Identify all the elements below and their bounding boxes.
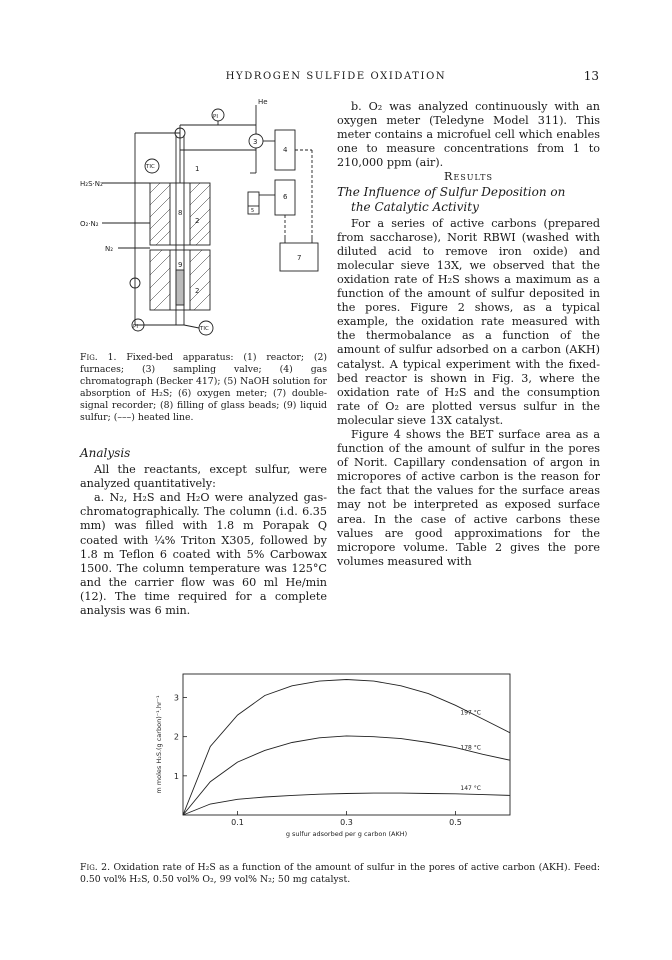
series-label-1: 197 °C: [460, 709, 481, 717]
label-6: 6: [283, 193, 288, 201]
x-tick-label: 0.5: [449, 818, 462, 827]
results-heading: Results: [444, 170, 493, 184]
analysis-heading: Analysis: [80, 446, 131, 460]
y-tick-label: 2: [173, 732, 179, 742]
figure-2-caption: [80, 862, 600, 886]
label-h2s-n2: H₂S·N₂: [80, 180, 103, 188]
y-tick-label: 3: [173, 693, 179, 703]
label-2-lower: 2: [195, 287, 200, 295]
label-5: 5: [251, 208, 255, 214]
figure-2-caption-label: Fig. 2.: [80, 862, 111, 873]
x-tick-label: 0.1: [231, 818, 244, 827]
figure-2-chart: [150, 668, 530, 840]
label-tic-top: TIC: [146, 164, 155, 170]
left-column: [80, 446, 327, 618]
x-tick-label: 0.3: [340, 818, 353, 827]
label-1: 1: [195, 165, 200, 173]
label-8: 8: [178, 209, 183, 217]
figure-1-apparatus-diagram: [80, 95, 330, 350]
y-tick-label: 1: [173, 771, 179, 781]
label-9: 9: [178, 261, 183, 269]
label-3: 3: [253, 138, 258, 146]
y-axis-label: m moles H₂S.(g carbon)⁻¹.hr⁻¹: [155, 695, 163, 794]
series-label-3: 147 °C: [460, 784, 481, 792]
figure-1-caption-label: Fig. 1.: [80, 352, 117, 363]
section-subheading: [337, 185, 600, 215]
right-paragraph-3: Figure 4 shows the BET surface area as a function of the amount of sulfur in the pores of Norit. Capillary condensation of argon in micropores of active carbon is the reason for the fact that the values for the surface areas may not be interpreted as exposed surface area. In the case of active carbons these values are good approximations for the micropore volume. Table 2 gives the pore volumes measured with: [337, 427, 600, 568]
label-tic-bottom: TIC: [200, 326, 209, 332]
page-header: [0, 68, 672, 84]
label-o2-n2: O₂·N₂: [80, 220, 99, 228]
left-paragraph-1: All the reactants, except sulfur, were analyzed quantitatively:: [80, 463, 327, 491]
figure-2-caption-text: Oxidation rate of H₂S as a function of the amount of sulfur in the pores of active carbon (AKH). Feed: 0.50 vol% H₂S, 0.50 vol% O₂, 99 vol% N₂; 50 mg catalyst.: [80, 862, 600, 885]
label-4: 4: [283, 146, 288, 154]
label-n2: N₂: [105, 245, 114, 253]
label-7: 7: [297, 254, 302, 262]
right-paragraph-2: For a series of active carbons (prepared from saccharose), Norit RBWI (washed with diluted acid to remove iron oxide) and molecular sieve 13X, we observed that the oxidation rate of H₂S shows a maximum as a function of the amount of sulfur deposited in the pores. Figure 2 shows, as a typical example, the oxidation rate measured with the thermobalance as a function of the amount of sulfur adsorbed on a carbon (AKH) catalyst. A typical experiment with the fixed-bed reactor is shown in Fig. 3, where the oxidation rate of H₂S and the consumption rate of O₂ are plotted versus sulfur in the molecular sieve 13X catalyst.: [337, 216, 600, 427]
figure-1-caption: [80, 352, 327, 424]
left-paragraph-2: a. N₂, H₂S and H₂O were analyzed gas-chromatographically. The column (i.d. 6.35 mm) was filled with 1.8 m Porapak Q coated with ¼% Triton X305, followed by 1.8 m Teflon 6 coated with 5% Carbowax 1500. The column temperature was 125°C and the carrier flow was 60 ml He/min (12). The time required for a complete analysis was 6 min.: [80, 491, 327, 618]
label-he: He: [258, 98, 268, 106]
subheading-line-1: The Influence of Sulfur Deposition on: [337, 184, 566, 199]
figure-1-caption-text: Fixed-bed apparatus: (1) reactor; (2) furnaces; (3) sampling valve; (4) gas chromatograph (Becker 417); (5) NaOH solution for absorption of H₂S; (6) oxygen meter; (7) double-signal recorder; (8) filling of glass beads; (9) liquid sulfur; (–––) heated line.: [80, 352, 327, 423]
subheading-line-2: the Catalytic Activity: [351, 199, 479, 214]
right-column: [337, 100, 600, 569]
label-2-upper: 2: [195, 217, 200, 225]
label-pi-top: PI: [213, 114, 218, 120]
series-label-2: 178 °C: [460, 744, 481, 752]
running-title: HYDROGEN SULFIDE OXIDATION: [225, 71, 447, 82]
page-number: 13: [583, 69, 599, 83]
label-pi-bottom: PI: [133, 324, 138, 330]
right-paragraph-1: b. O₂ was analyzed continuously with an oxygen meter (Teledyne Model 311). This meter contains a microfuel cell which enables one to measure concentrations from 1 to 210,000 ppm (air).: [337, 100, 600, 170]
x-axis-label: g sulfur adsorbed per g carbon (AKH): [285, 830, 408, 838]
